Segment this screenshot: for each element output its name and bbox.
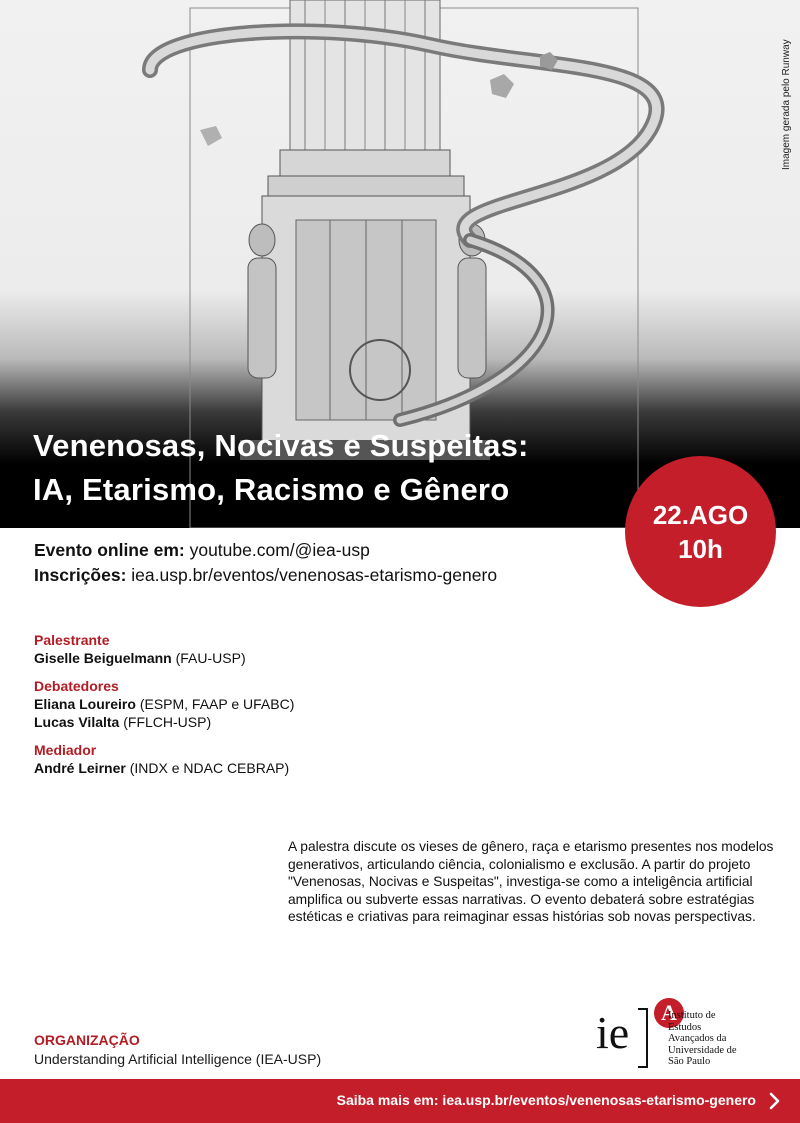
image-credit: Imagem gerada pelo Runway xyxy=(781,39,792,170)
chevron-right-icon[interactable] xyxy=(768,1091,782,1111)
iea-usp-logo xyxy=(592,994,782,1072)
debaters-section xyxy=(34,677,294,731)
registration-line xyxy=(34,563,497,588)
organization xyxy=(34,1031,321,1069)
mediator-name: André Leirner xyxy=(34,760,126,776)
debater-entry xyxy=(34,695,294,713)
date-badge xyxy=(625,456,776,607)
logo-mark: ie xyxy=(596,1007,630,1058)
online-label: Evento online em: xyxy=(34,540,185,560)
logo-line: Estudos xyxy=(668,1021,702,1033)
logo-bracket xyxy=(638,1008,648,1068)
event-title-line-1: Venenosas, Nocivas e Suspeitas: xyxy=(33,428,529,463)
event-date: 22.AGO xyxy=(652,499,749,530)
mediator-entry xyxy=(34,759,294,777)
logo-institution-name xyxy=(668,1010,780,1068)
organization-label: ORGANIZAÇÃO xyxy=(34,1032,140,1048)
logo-line: Avançados da xyxy=(668,1033,727,1044)
online-link[interactable]: youtube.com/@iea-usp xyxy=(189,540,370,560)
footer-banner[interactable] xyxy=(0,1079,800,1123)
debaters-role: Debatedores xyxy=(34,678,119,694)
debater-entry xyxy=(34,713,294,731)
footer-link[interactable]: Saiba mais em: iea.usp.br/eventos/venenosas-etarismo-genero xyxy=(336,1092,756,1108)
registration-link[interactable]: iea.usp.br/eventos/venenosas-etarismo-genero xyxy=(131,565,498,585)
participants xyxy=(34,631,294,787)
logo-line: Universidade de xyxy=(668,1044,737,1056)
logo-line: São Paulo xyxy=(668,1056,711,1067)
logo-badge: A xyxy=(654,998,684,1028)
event-info xyxy=(34,538,497,588)
event-time: 10h xyxy=(678,533,723,564)
speaker-section xyxy=(34,631,294,667)
debater-affiliation: (FFLCH-USP) xyxy=(123,714,212,730)
event-description: A palestra discute os vieses de gênero, raça e etarismo presentes nos modelos generativos, articulando ciência, colonialismo e exclusão. A partir do projeto "Venenosas, Nocivas e Suspeitas", investiga-se como a inteligência artificial amplifica ou subverte essas narrativas. O evento debaterá sobre estratégias estéticas e criativas para reimaginar essas histórias sob novas perspectivas. xyxy=(288,839,774,925)
logo-line: Instituto de xyxy=(668,1010,716,1021)
registration-label: Inscrições: xyxy=(34,565,127,585)
mediator-role: Mediador xyxy=(34,742,97,758)
speaker-entry xyxy=(34,649,294,667)
debater-name: Eliana Loureiro xyxy=(34,696,136,712)
online-event-line xyxy=(34,538,497,563)
debater-affiliation: (ESPM, FAAP e UFABC) xyxy=(139,696,295,712)
speaker-affiliation: (FAU-USP) xyxy=(175,650,246,666)
event-title-line-2: IA, Etarismo, Racismo e Gênero xyxy=(33,472,510,507)
mediator-affiliation: (INDX e NDAC CEBRAP) xyxy=(129,760,290,776)
debater-name: Lucas Vilalta xyxy=(34,714,120,730)
speaker-role: Palestrante xyxy=(34,632,110,648)
event-title xyxy=(33,424,529,512)
speaker-name: Giselle Beiguelmann xyxy=(34,650,172,666)
organization-name: Understanding Artificial Intelligence (IEA-USP) xyxy=(34,1051,322,1067)
mediator-section xyxy=(34,741,294,777)
